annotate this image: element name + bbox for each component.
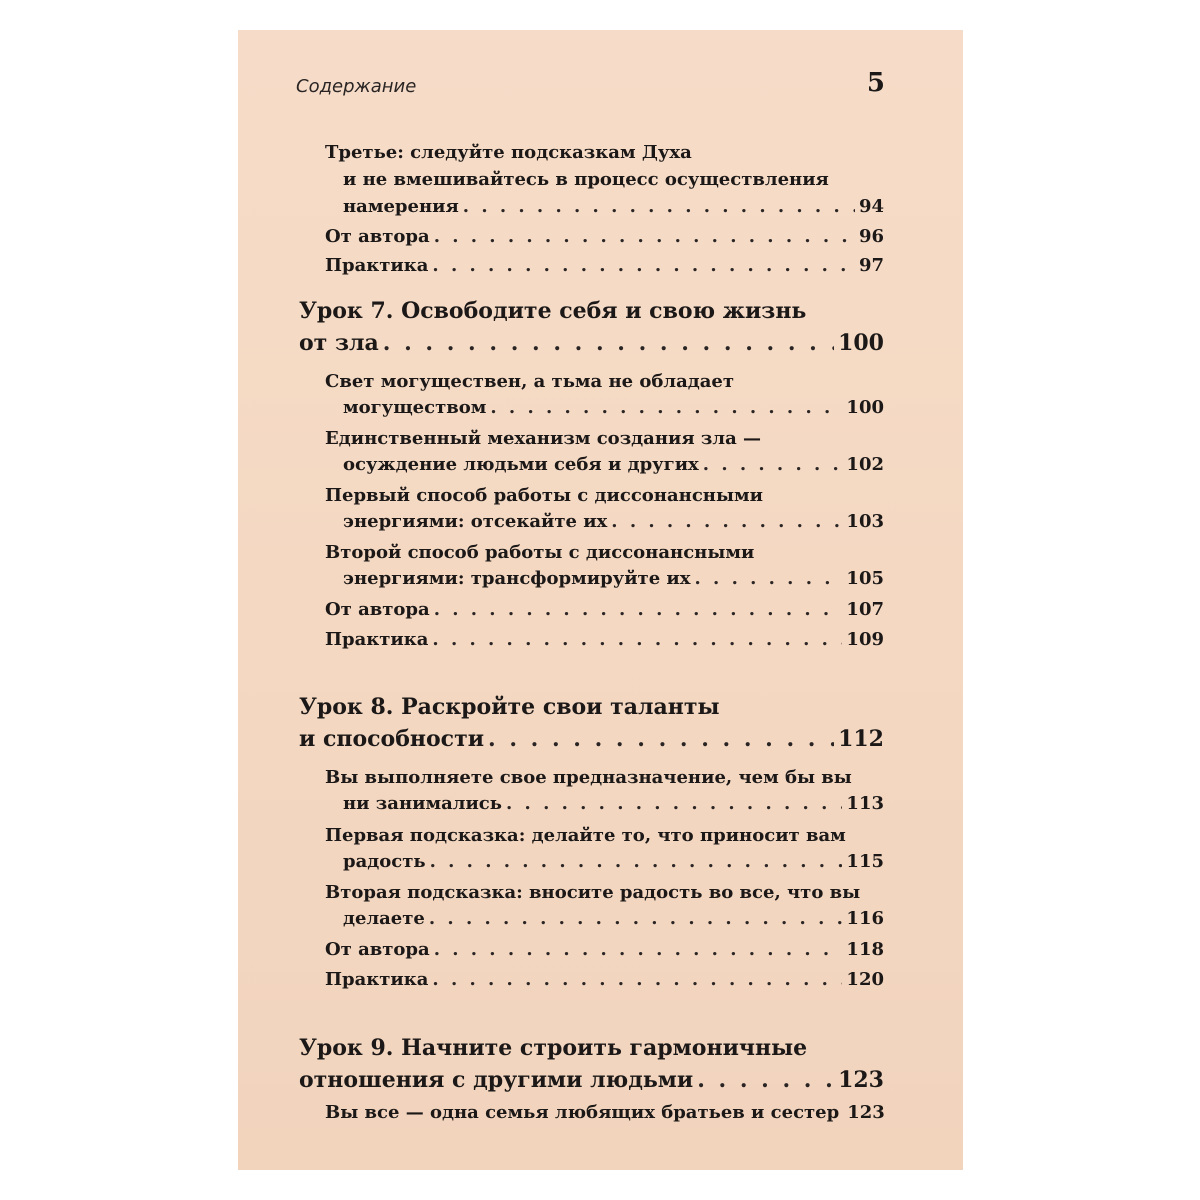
toc-chapter-title: отношения с другими людьми — [299, 1067, 694, 1093]
toc-chapter-title: и способности — [299, 726, 485, 752]
toc-chapter[interactable] — [299, 330, 884, 356]
toc-page-number: 112 — [838, 726, 884, 752]
toc-entry-line: Вторая подсказка: вносите радость во все, что вы — [325, 882, 861, 903]
toc-chapter[interactable] — [299, 1067, 884, 1093]
toc-entry[interactable] — [325, 226, 884, 247]
leader-dots — [434, 599, 843, 620]
leader-dots — [488, 726, 834, 752]
leader-dots — [703, 454, 843, 475]
toc-entry-title: От автора — [325, 226, 430, 247]
leader-dots — [429, 908, 843, 929]
toc-entry-title: радость — [343, 851, 426, 872]
toc-entry-title: намерения — [343, 196, 459, 217]
toc-page-number: 94 — [858, 196, 884, 217]
toc-entry[interactable] — [343, 454, 884, 475]
leader-dots — [430, 851, 843, 872]
leader-dots — [697, 1067, 834, 1093]
leader-dots — [383, 330, 834, 356]
leader-dots — [506, 793, 842, 814]
toc-entry-title: осуждение людьми себя и других — [343, 454, 699, 475]
toc-page-number: 100 — [846, 397, 884, 418]
toc-entry-line: Вы выполняете свое предназначение, чем бы вы — [325, 767, 852, 788]
toc-entry[interactable] — [325, 255, 884, 276]
leader-dots — [434, 939, 843, 960]
toc-entry-line: Второй способ работы с диссонансными — [325, 542, 755, 563]
toc-page-number: 116 — [846, 908, 884, 929]
toc-entry[interactable] — [343, 196, 884, 217]
toc-page-number: 123 — [847, 1102, 885, 1123]
toc-entry-title: Практика — [325, 629, 429, 650]
toc-page-number: 115 — [846, 851, 884, 872]
toc-entry[interactable] — [343, 511, 884, 532]
leader-dots — [432, 629, 842, 650]
toc-entry-title: От автора — [325, 939, 430, 960]
toc-entry-line: Свет могуществен, а тьма не обладает — [325, 371, 734, 392]
leader-dots — [611, 511, 842, 532]
toc-entry-line: Первый способ работы с диссонансными — [325, 485, 763, 506]
toc-page-number: 107 — [846, 599, 884, 620]
toc-entry[interactable] — [325, 969, 884, 990]
toc-entry[interactable] — [343, 793, 884, 814]
toc-entry[interactable] — [325, 1102, 884, 1123]
toc-page-number: 120 — [846, 969, 884, 990]
toc-page-number: 103 — [846, 511, 884, 532]
toc-page-number: 102 — [846, 454, 884, 475]
toc-entry-title: Практика — [325, 969, 429, 990]
toc-entry-title: делаете — [343, 908, 425, 929]
leader-dots — [434, 226, 855, 247]
toc-entry-line: и не вмешивайтесь в процесс осуществления — [343, 169, 829, 190]
toc-chapter-title: от зла — [299, 330, 379, 356]
toc-entry[interactable] — [343, 851, 884, 872]
leader-dots — [695, 568, 843, 589]
toc-entry[interactable] — [325, 599, 884, 620]
leader-dots — [490, 397, 842, 418]
toc-entry-title: От автора — [325, 599, 430, 620]
page-number: 5 — [866, 68, 885, 98]
leader-dots — [463, 196, 855, 217]
toc-entry-title: энергиями: отсекайте их — [343, 511, 608, 532]
running-head: Содержание — [296, 76, 417, 97]
toc-page-number: 100 — [838, 330, 884, 356]
toc-entry-line: Третье: следуйте подсказкам Духа — [325, 142, 692, 163]
book-page — [238, 30, 963, 1170]
toc-entry-line: Единственный механизм создания зла — — [325, 428, 762, 449]
toc-entry-title: Практика — [325, 255, 429, 276]
toc-page-number: 105 — [846, 568, 884, 589]
toc-chapter[interactable] — [299, 726, 884, 752]
toc-entry-line: Первая подсказка: делайте то, что приносит вам — [325, 825, 846, 846]
toc-entry[interactable] — [325, 629, 884, 650]
toc-page-number: 123 — [838, 1067, 884, 1093]
toc-entry[interactable] — [343, 568, 884, 589]
toc-entry-title: Вы все — одна семья любящих братьев и сестер — [325, 1102, 840, 1123]
toc-entry-title: энергиями: трансформируйте их — [343, 568, 691, 589]
toc-entry-title: могуществом — [343, 397, 487, 418]
chapter-title-line: Урок 9. Начните строить гармоничные — [299, 1035, 808, 1061]
chapter-title-line: Урок 7. Освободите себя и свою жизнь — [299, 298, 807, 324]
leader-dots — [432, 255, 855, 276]
toc-entry[interactable] — [325, 939, 884, 960]
toc-entry[interactable] — [343, 397, 884, 418]
toc-page-number: 113 — [846, 793, 884, 814]
toc-entry-title: ни занимались — [343, 793, 502, 814]
toc-page-number: 118 — [846, 939, 884, 960]
leader-dots — [432, 969, 842, 990]
toc-page-number: 97 — [858, 255, 884, 276]
toc-page-number: 109 — [846, 629, 884, 650]
chapter-title-line: Урок 8. Раскройте свои таланты — [299, 694, 720, 720]
toc-entry[interactable] — [343, 908, 884, 929]
toc-page-number: 96 — [858, 226, 884, 247]
